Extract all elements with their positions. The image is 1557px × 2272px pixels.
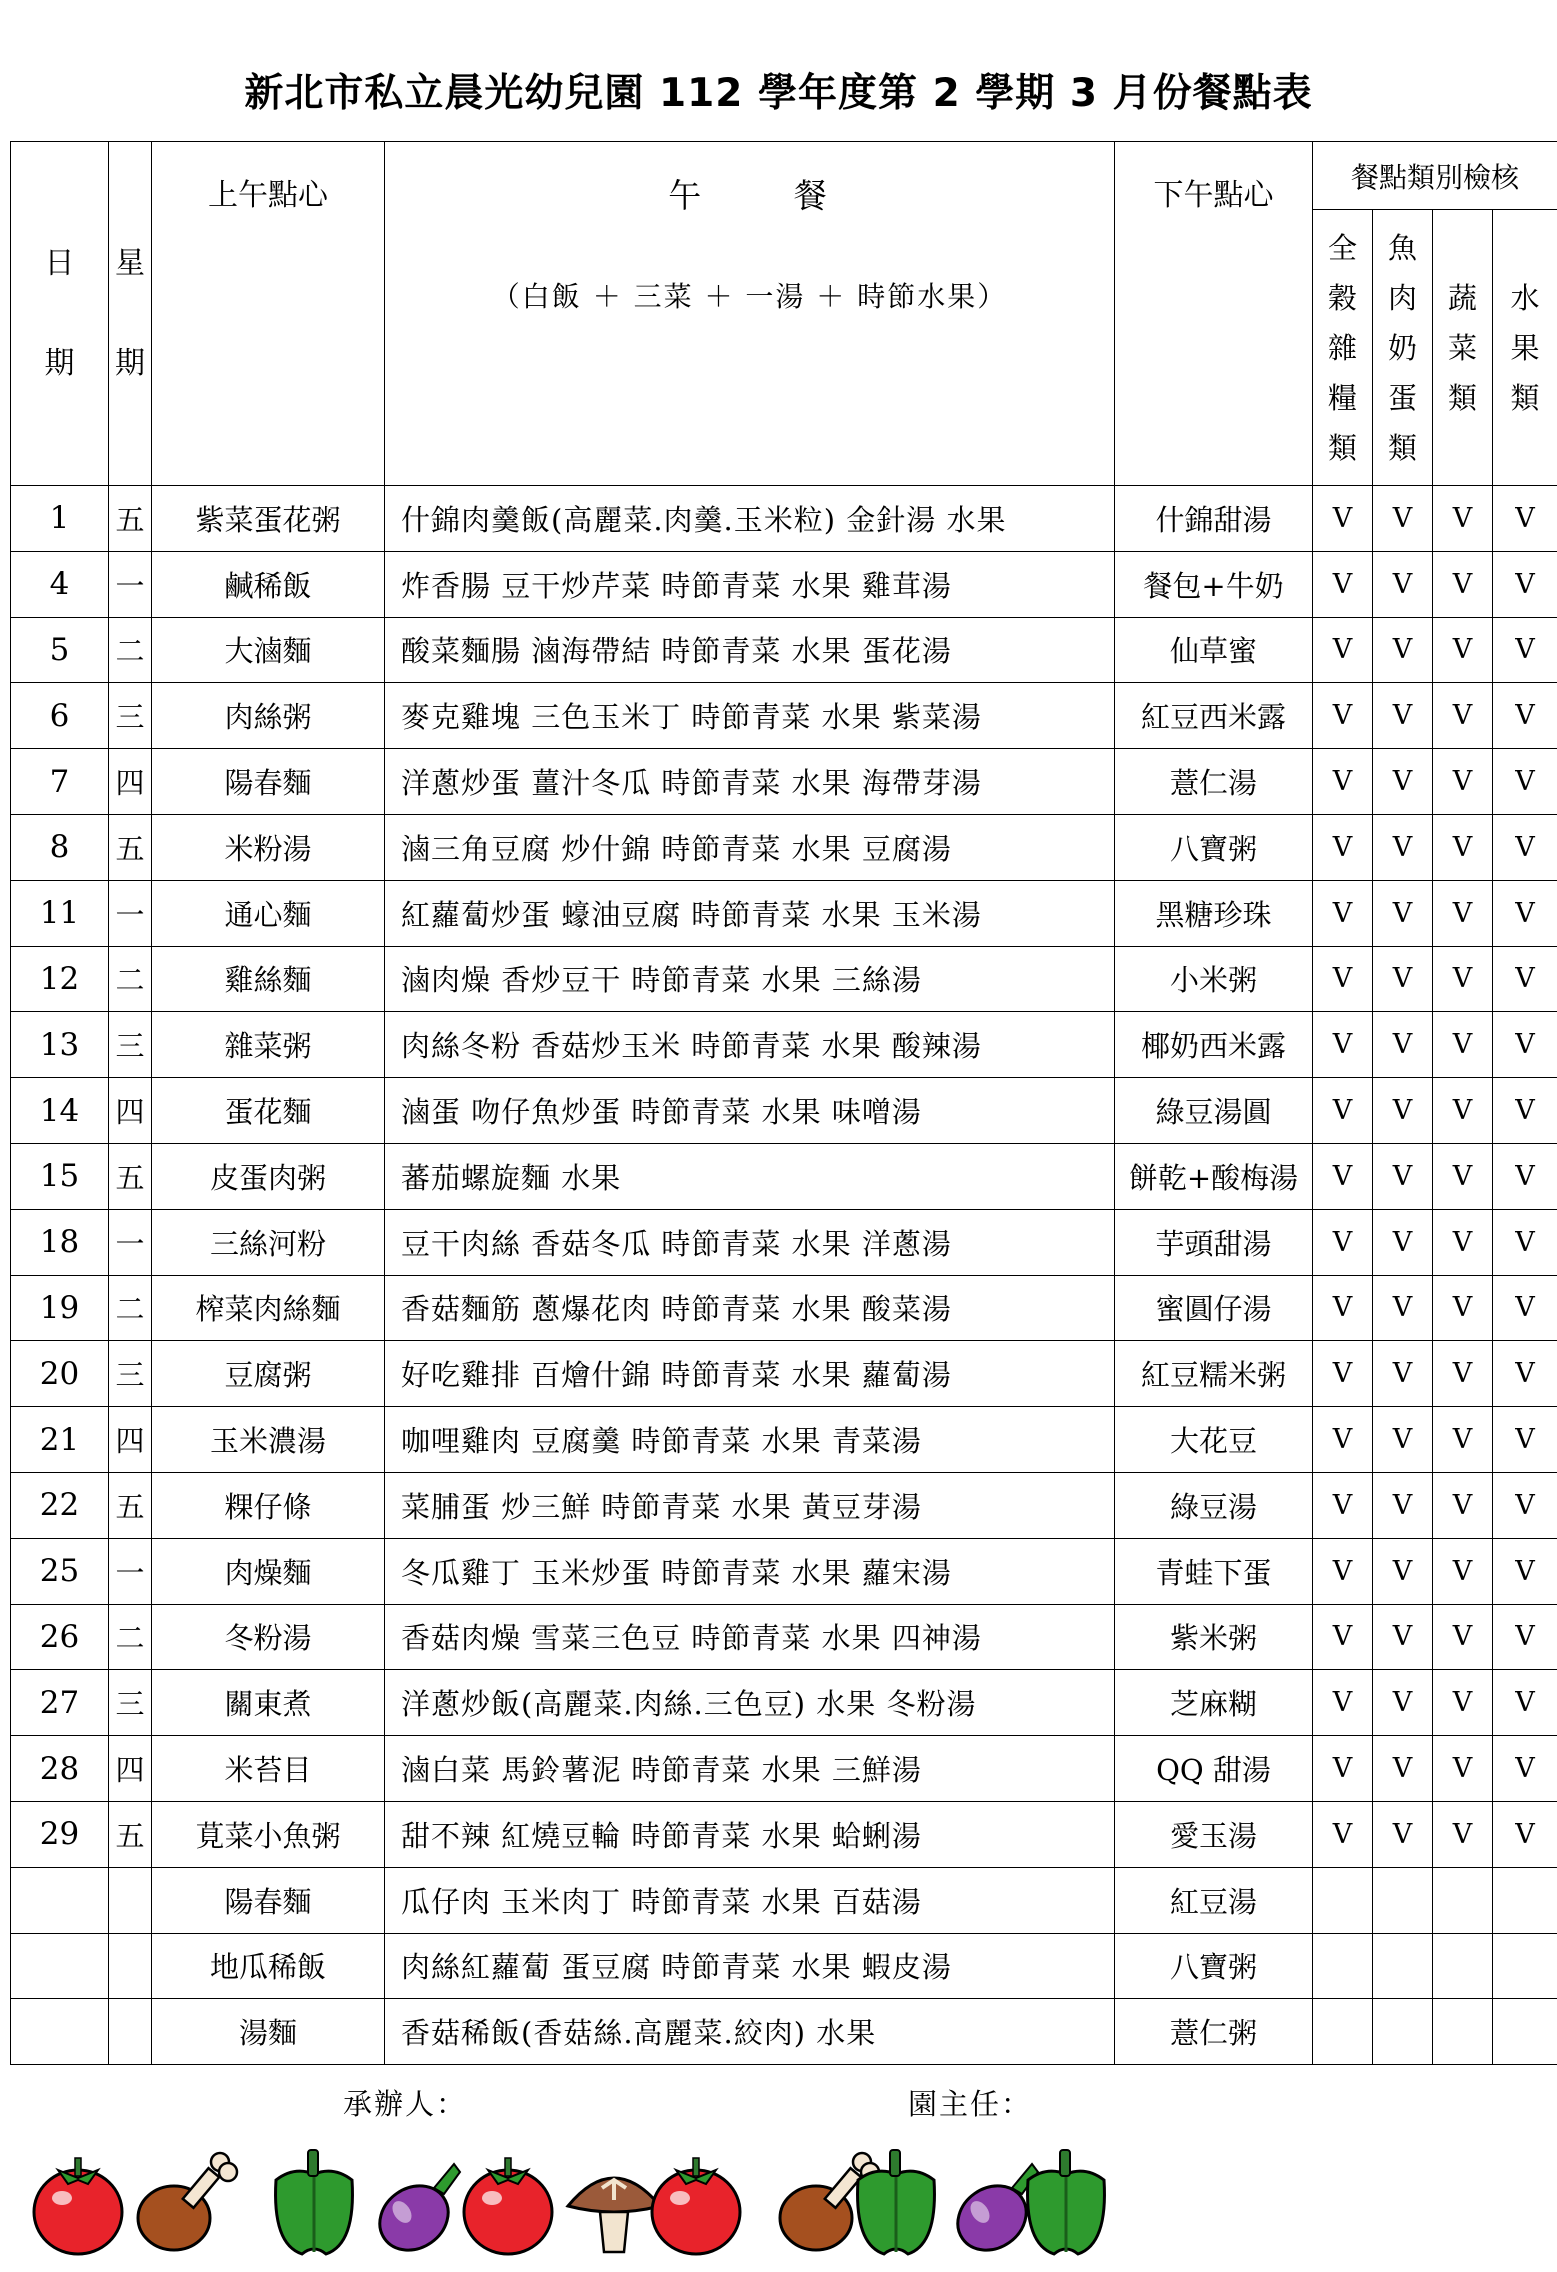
vegetable-check-cell: V	[1433, 683, 1493, 749]
tomato-icon	[640, 2140, 752, 2260]
weekday-cell: 三	[109, 1670, 152, 1736]
morning-snack-cell: 地瓜稀飯	[152, 1933, 385, 1999]
weekday-cell	[109, 1933, 152, 1999]
morning-snack-cell: 莧菜小魚粥	[152, 1801, 385, 1867]
fruit-check-cell: V	[1493, 814, 1557, 880]
protein-check-cell	[1373, 1933, 1433, 1999]
fruit-check-cell: V	[1493, 1209, 1557, 1275]
fruit-check-cell	[1493, 1999, 1557, 2065]
grain-check-cell: V	[1313, 1209, 1373, 1275]
date-cell: 22	[11, 1472, 109, 1538]
fruit-check-cell: V	[1493, 1012, 1557, 1078]
weekday-cell: 四	[109, 1078, 152, 1144]
lunch-cell: 麥克雞塊 三色玉米丁 時節青菜 水果 紫菜湯	[385, 683, 1115, 749]
morning-snack-cell: 蛋花麵	[152, 1078, 385, 1144]
lunch-cell: 滷白菜 馬鈴薯泥 時節青菜 水果 三鮮湯	[385, 1736, 1115, 1802]
fruit-check-cell	[1493, 1933, 1557, 1999]
protein-check-cell: V	[1373, 1604, 1433, 1670]
menu-row	[11, 1078, 1557, 1144]
grain-check-cell	[1313, 1933, 1373, 1999]
protein-check-cell	[1373, 1867, 1433, 1933]
morning-snack-cell: 米苔目	[152, 1736, 385, 1802]
protein-check-cell: V	[1373, 551, 1433, 617]
grain-check-cell: V	[1313, 1012, 1373, 1078]
grain-category-header: 全 穀 雜 糧 類	[1313, 210, 1373, 486]
date-cell: 20	[11, 1341, 109, 1407]
morning-snack-cell: 肉絲粥	[152, 683, 385, 749]
menu-row	[11, 1341, 1557, 1407]
grain-check-cell: V	[1313, 814, 1373, 880]
lunch-cell: 滷三角豆腐 炒什錦 時節青菜 水果 豆腐湯	[385, 814, 1115, 880]
drumstick-icon	[128, 2140, 240, 2260]
lunch-cell: 甜不辣 紅燒豆輪 時節青菜 水果 蛤蜊湯	[385, 1801, 1115, 1867]
date-cell: 29	[11, 1801, 109, 1867]
afternoon-snack-cell: 黑糖珍珠	[1115, 880, 1313, 946]
tomato-icon	[22, 2140, 134, 2260]
afternoon-snack-cell: 紅豆糯米粥	[1115, 1341, 1313, 1407]
afternoon-snack-cell: 什錦甜湯	[1115, 486, 1313, 552]
vegetable-category-header: 蔬 菜 類	[1433, 210, 1493, 486]
date-cell: 7	[11, 749, 109, 815]
date-cell: 11	[11, 880, 109, 946]
weekday-cell: 五	[109, 1143, 152, 1209]
afternoon-snack-cell: 紫米粥	[1115, 1604, 1313, 1670]
weekday-cell: 四	[109, 1407, 152, 1473]
green-pepper-icon	[840, 2140, 952, 2260]
afternoon-snack-cell: 芝麻糊	[1115, 1670, 1313, 1736]
handler-signature-label: 承辦人：	[343, 2087, 468, 2121]
lunch-cell: 炸香腸 豆干炒芹菜 時節青菜 水果 雞茸湯	[385, 551, 1115, 617]
weekday-cell: 五	[109, 486, 152, 552]
menu-row	[11, 1012, 1557, 1078]
afternoon-snack-cell: 綠豆湯	[1115, 1472, 1313, 1538]
weekday-cell: 一	[109, 1538, 152, 1604]
vegetable-check-cell: V	[1433, 1736, 1493, 1802]
protein-check-cell: V	[1373, 1209, 1433, 1275]
menu-row	[11, 1143, 1557, 1209]
vegetable-check-cell: V	[1433, 946, 1493, 1012]
afternoon-snack-cell: 紅豆湯	[1115, 1867, 1313, 1933]
weekday-cell: 二	[109, 617, 152, 683]
weekday-cell: 五	[109, 1801, 152, 1867]
lunch-cell: 冬瓜雞丁 玉米炒蛋 時節青菜 水果 蘿宋湯	[385, 1538, 1115, 1604]
date-cell: 8	[11, 814, 109, 880]
protein-check-cell: V	[1373, 1801, 1433, 1867]
weekday-cell: 二	[109, 1604, 152, 1670]
vegetable-check-cell: V	[1433, 1407, 1493, 1473]
vegetable-check-cell: V	[1433, 814, 1493, 880]
vegetable-check-cell: V	[1433, 1012, 1493, 1078]
morning-snack-cell: 皮蛋肉粥	[152, 1143, 385, 1209]
fruit-check-cell: V	[1493, 1078, 1557, 1144]
weekday-cell	[109, 1867, 152, 1933]
date-cell: 4	[11, 551, 109, 617]
fruit-check-cell: V	[1493, 1736, 1557, 1802]
grain-check-cell	[1313, 1999, 1373, 2065]
afternoon-snack-cell: 薏仁粥	[1115, 1999, 1313, 2065]
protein-check-cell	[1373, 1999, 1433, 2065]
weekday-cell: 二	[109, 1275, 152, 1341]
menu-row	[11, 1209, 1557, 1275]
grain-check-cell: V	[1313, 1275, 1373, 1341]
vegetable-check-cell: V	[1433, 1341, 1493, 1407]
menu-row	[11, 1801, 1557, 1867]
menu-row	[11, 1538, 1557, 1604]
weekday-cell: 一	[109, 1209, 152, 1275]
morning-snack-cell: 豆腐粥	[152, 1341, 385, 1407]
grain-check-cell	[1313, 1867, 1373, 1933]
grain-check-cell: V	[1313, 1472, 1373, 1538]
date-cell: 15	[11, 1143, 109, 1209]
afternoon-snack-cell: 薏仁湯	[1115, 749, 1313, 815]
date-cell: 19	[11, 1275, 109, 1341]
lunch-subtitle: （白飯 ＋ 三菜 ＋ 一湯 ＋ 時節水果）	[491, 280, 1008, 313]
fruit-category-header: 水 果 類	[1493, 210, 1557, 486]
vegetable-check-cell: V	[1433, 1275, 1493, 1341]
grain-check-cell: V	[1313, 617, 1373, 683]
protein-check-cell: V	[1373, 1670, 1433, 1736]
fruit-check-cell: V	[1493, 1275, 1557, 1341]
weekday-cell: 五	[109, 814, 152, 880]
afternoon-snack-cell: QQ 甜湯	[1115, 1736, 1313, 1802]
afternoon-snack-cell: 紅豆西米露	[1115, 683, 1313, 749]
vegetable-check-cell: V	[1433, 617, 1493, 683]
morning-snack-cell: 大滷麵	[152, 617, 385, 683]
morning-snack-cell: 陽春麵	[152, 1867, 385, 1933]
protein-check-cell: V	[1373, 1407, 1433, 1473]
vegetable-check-cell: V	[1433, 749, 1493, 815]
morning-snack-cell: 湯麵	[152, 1999, 385, 2065]
fruit-check-cell: V	[1493, 1538, 1557, 1604]
menu-row	[11, 814, 1557, 880]
tomato-icon	[452, 2140, 564, 2260]
menu-row	[11, 683, 1557, 749]
vegetable-check-cell	[1433, 1999, 1493, 2065]
morning-snack-cell: 榨菜肉絲麵	[152, 1275, 385, 1341]
morning-snack-cell: 玉米濃湯	[152, 1407, 385, 1473]
menu-table	[10, 141, 1557, 2065]
menu-row	[11, 1670, 1557, 1736]
date-cell: 18	[11, 1209, 109, 1275]
weekday-cell: 三	[109, 1012, 152, 1078]
afternoon-snack-cell: 蜜圓仔湯	[1115, 1275, 1313, 1341]
grain-check-cell: V	[1313, 1670, 1373, 1736]
lunch-cell: 什錦肉羹飯(高麗菜.肉羹.玉米粒) 金針湯 水果	[385, 486, 1115, 552]
menu-row	[11, 1604, 1557, 1670]
grain-check-cell: V	[1313, 1604, 1373, 1670]
morning-snack-header: 上午點心	[152, 142, 385, 486]
menu-row	[11, 880, 1557, 946]
grain-check-cell: V	[1313, 1801, 1373, 1867]
morning-snack-cell: 冬粉湯	[152, 1604, 385, 1670]
lunch-cell: 咖哩雞肉 豆腐羹 時節青菜 水果 青菜湯	[385, 1407, 1115, 1473]
vegetable-check-cell	[1433, 1933, 1493, 1999]
grain-check-cell: V	[1313, 486, 1373, 552]
date-cell: 6	[11, 683, 109, 749]
afternoon-snack-cell: 仙草蜜	[1115, 617, 1313, 683]
menu-row	[11, 1933, 1557, 1999]
afternoon-snack-cell: 八寶粥	[1115, 814, 1313, 880]
menu-row	[11, 1275, 1557, 1341]
afternoon-snack-cell: 餐包+牛奶	[1115, 551, 1313, 617]
date-cell: 14	[11, 1078, 109, 1144]
menu-row	[11, 486, 1557, 552]
grain-check-cell: V	[1313, 683, 1373, 749]
weekday-cell: 五	[109, 1472, 152, 1538]
protein-check-cell: V	[1373, 486, 1433, 552]
weekday-header: 星 期	[109, 142, 152, 486]
lunch-cell: 洋蔥炒蛋 薑汁冬瓜 時節青菜 水果 海帶芽湯	[385, 749, 1115, 815]
date-cell: 28	[11, 1736, 109, 1802]
fruit-check-cell: V	[1493, 1472, 1557, 1538]
morning-snack-cell: 陽春麵	[152, 749, 385, 815]
lunch-cell: 肉絲冬粉 香菇炒玉米 時節青菜 水果 酸辣湯	[385, 1012, 1115, 1078]
green-pepper-icon	[1010, 2140, 1122, 2260]
protein-check-cell: V	[1373, 1341, 1433, 1407]
morning-snack-cell: 肉燥麵	[152, 1538, 385, 1604]
lunch-cell: 香菇肉燥 雪菜三色豆 時節青菜 水果 四神湯	[385, 1604, 1115, 1670]
protein-check-cell: V	[1373, 1472, 1433, 1538]
vegetable-check-cell: V	[1433, 551, 1493, 617]
date-cell: 26	[11, 1604, 109, 1670]
menu-row	[11, 1472, 1557, 1538]
weekday-cell: 一	[109, 880, 152, 946]
lunch-cell: 瓜仔肉 玉米肉丁 時節青菜 水果 百菇湯	[385, 1867, 1115, 1933]
lunch-cell: 酸菜麵腸 滷海帶結 時節青菜 水果 蛋花湯	[385, 617, 1115, 683]
afternoon-snack-cell: 芋頭甜湯	[1115, 1209, 1313, 1275]
menu-row	[11, 1999, 1557, 2065]
protein-check-cell: V	[1373, 880, 1433, 946]
morning-snack-cell: 紫菜蛋花粥	[152, 486, 385, 552]
protein-check-cell: V	[1373, 1143, 1433, 1209]
menu-row	[11, 1867, 1557, 1933]
lunch-cell: 肉絲紅蘿蔔 蛋豆腐 時節青菜 水果 蝦皮湯	[385, 1933, 1115, 1999]
afternoon-snack-cell: 小米粥	[1115, 946, 1313, 1012]
date-cell: 13	[11, 1012, 109, 1078]
afternoon-snack-cell: 愛玉湯	[1115, 1801, 1313, 1867]
green-pepper-icon	[258, 2140, 370, 2260]
fruit-check-cell: V	[1493, 1341, 1557, 1407]
fruit-check-cell: V	[1493, 486, 1557, 552]
protein-category-header: 魚 肉 奶 蛋 類	[1373, 210, 1433, 486]
menu-row	[11, 749, 1557, 815]
protein-check-cell: V	[1373, 1736, 1433, 1802]
afternoon-snack-cell: 八寶粥	[1115, 1933, 1313, 1999]
afternoon-snack-cell: 椰奶西米露	[1115, 1012, 1313, 1078]
afternoon-snack-cell: 大花豆	[1115, 1407, 1313, 1473]
protein-check-cell: V	[1373, 1078, 1433, 1144]
grain-check-cell: V	[1313, 880, 1373, 946]
fruit-check-cell: V	[1493, 1407, 1557, 1473]
lunch-cell: 蕃茄螺旋麵 水果	[385, 1143, 1115, 1209]
fruit-check-cell: V	[1493, 683, 1557, 749]
morning-snack-cell: 雜菜粥	[152, 1012, 385, 1078]
fruit-check-cell: V	[1493, 1143, 1557, 1209]
grain-check-cell: V	[1313, 749, 1373, 815]
vegetable-check-cell: V	[1433, 486, 1493, 552]
protein-check-cell: V	[1373, 946, 1433, 1012]
date-cell: 1	[11, 486, 109, 552]
morning-snack-cell: 通心麵	[152, 880, 385, 946]
vegetable-check-cell: V	[1433, 1801, 1493, 1867]
protein-check-cell: V	[1373, 617, 1433, 683]
afternoon-snack-cell: 餅乾+酸梅湯	[1115, 1143, 1313, 1209]
menu-row	[11, 946, 1557, 1012]
menu-row	[11, 1407, 1557, 1473]
vegetable-check-cell: V	[1433, 1209, 1493, 1275]
protein-check-cell: V	[1373, 683, 1433, 749]
date-cell	[11, 1867, 109, 1933]
vegetable-check-cell: V	[1433, 1538, 1493, 1604]
morning-snack-cell: 米粉湯	[152, 814, 385, 880]
fruit-check-cell: V	[1493, 1670, 1557, 1736]
fruit-check-cell: V	[1493, 749, 1557, 815]
category-check-header: 餐點類別檢核	[1313, 142, 1557, 210]
menu-row	[11, 1736, 1557, 1802]
date-cell: 21	[11, 1407, 109, 1473]
lunch-cell: 菜脯蛋 炒三鮮 時節青菜 水果 黃豆芽湯	[385, 1472, 1115, 1538]
date-cell	[11, 1933, 109, 1999]
date-cell: 5	[11, 617, 109, 683]
fruit-check-cell: V	[1493, 946, 1557, 1012]
grain-check-cell: V	[1313, 1341, 1373, 1407]
protein-check-cell: V	[1373, 814, 1433, 880]
protein-check-cell: V	[1373, 1012, 1433, 1078]
date-cell: 12	[11, 946, 109, 1012]
vegetable-check-cell: V	[1433, 1670, 1493, 1736]
fruit-check-cell: V	[1493, 1801, 1557, 1867]
morning-snack-cell: 粿仔條	[152, 1472, 385, 1538]
lunch-cell: 洋蔥炒飯(高麗菜.肉絲.三色豆) 水果 冬粉湯	[385, 1670, 1115, 1736]
lunch-cell: 好吃雞排 百燴什錦 時節青菜 水果 蘿蔔湯	[385, 1341, 1115, 1407]
weekday-cell: 三	[109, 683, 152, 749]
vegetable-check-cell	[1433, 1867, 1493, 1933]
page-title: 新北市私立晨光幼兒園 112 學年度第 2 學期 3 月份餐點表	[244, 71, 1313, 116]
grain-check-cell: V	[1313, 551, 1373, 617]
afternoon-snack-cell: 青蛙下蛋	[1115, 1538, 1313, 1604]
lunch-header: 午 餐 （白飯 ＋ 三菜 ＋ 一湯 ＋ 時節水果）	[385, 142, 1115, 486]
lunch-cell: 滷蛋 吻仔魚炒蛋 時節青菜 水果 味噌湯	[385, 1078, 1115, 1144]
grain-check-cell: V	[1313, 1538, 1373, 1604]
grain-check-cell: V	[1313, 1078, 1373, 1144]
vegetable-check-cell: V	[1433, 1078, 1493, 1144]
vegetable-check-cell: V	[1433, 880, 1493, 946]
date-cell	[11, 1999, 109, 2065]
date-cell: 27	[11, 1670, 109, 1736]
grain-check-cell: V	[1313, 1736, 1373, 1802]
weekday-cell: 四	[109, 749, 152, 815]
fruit-check-cell: V	[1493, 617, 1557, 683]
grain-check-cell: V	[1313, 1407, 1373, 1473]
fruit-check-cell: V	[1493, 551, 1557, 617]
fruit-check-cell	[1493, 1867, 1557, 1933]
lunch-cell: 香菇稀飯(香菇絲.高麗菜.絞肉) 水果	[385, 1999, 1115, 2065]
fruit-check-cell: V	[1493, 1604, 1557, 1670]
date-cell: 25	[11, 1538, 109, 1604]
date-header: 日 期	[11, 142, 109, 486]
vegetable-check-cell: V	[1433, 1472, 1493, 1538]
morning-snack-cell: 鹹稀飯	[152, 551, 385, 617]
morning-snack-cell: 關東煮	[152, 1670, 385, 1736]
vegetable-check-cell: V	[1433, 1604, 1493, 1670]
director-signature-label: 園主任：	[908, 2087, 1033, 2121]
weekday-cell: 三	[109, 1341, 152, 1407]
weekday-cell: 一	[109, 551, 152, 617]
weekday-cell: 四	[109, 1736, 152, 1802]
weekday-cell	[109, 1999, 152, 2065]
protein-check-cell: V	[1373, 1275, 1433, 1341]
lunch-cell: 紅蘿蔔炒蛋 蠔油豆腐 時節青菜 水果 玉米湯	[385, 880, 1115, 946]
morning-snack-cell: 雞絲麵	[152, 946, 385, 1012]
grain-check-cell: V	[1313, 1143, 1373, 1209]
lunch-cell: 豆干肉絲 香菇冬瓜 時節青菜 水果 洋蔥湯	[385, 1209, 1115, 1275]
protein-check-cell: V	[1373, 1538, 1433, 1604]
afternoon-snack-cell: 綠豆湯圓	[1115, 1078, 1313, 1144]
fruit-check-cell: V	[1493, 880, 1557, 946]
grain-check-cell: V	[1313, 946, 1373, 1012]
weekday-cell: 二	[109, 946, 152, 1012]
lunch-cell: 香菇麵筋 蔥爆花肉 時節青菜 水果 酸菜湯	[385, 1275, 1115, 1341]
afternoon-snack-header: 下午點心	[1115, 142, 1313, 486]
vegetable-check-cell: V	[1433, 1143, 1493, 1209]
menu-row	[11, 617, 1557, 683]
morning-snack-cell: 三絲河粉	[152, 1209, 385, 1275]
protein-check-cell: V	[1373, 749, 1433, 815]
lunch-cell: 滷肉燥 香炒豆干 時節青菜 水果 三絲湯	[385, 946, 1115, 1012]
menu-row	[11, 551, 1557, 617]
